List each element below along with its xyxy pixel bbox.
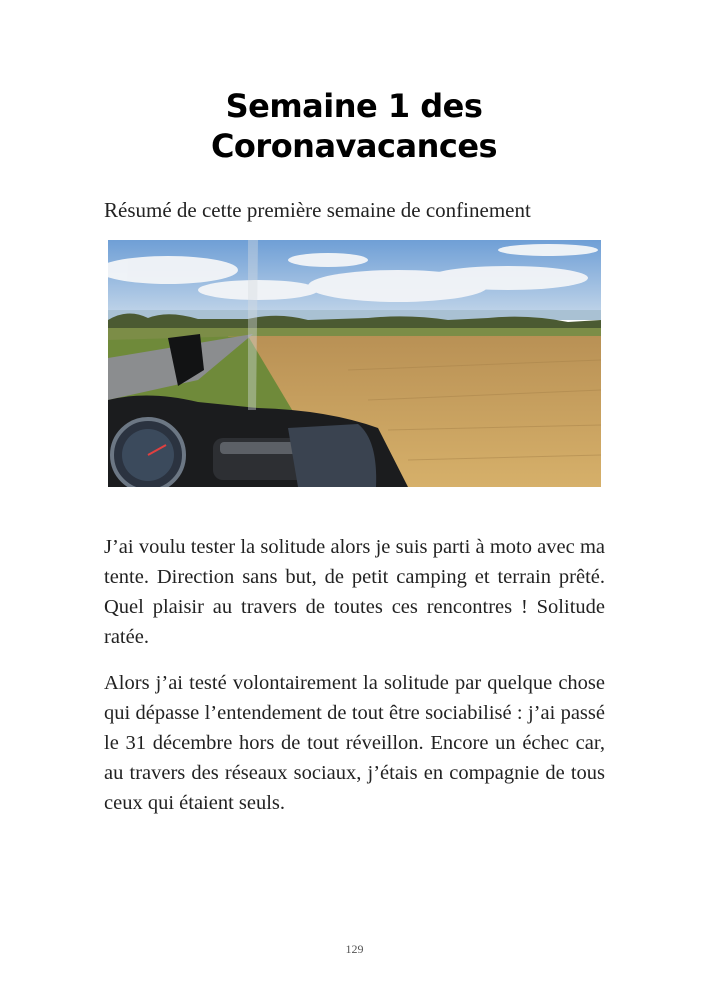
page-number: 129 xyxy=(345,942,364,956)
chapter-subtitle: Résumé de cette première semaine de confinement xyxy=(104,198,531,222)
chapter-title-line-1: Semaine 1 des xyxy=(225,87,483,125)
body-text xyxy=(104,532,605,834)
paragraph-1: J’ai voulu tester la solitude alors je suis parti à moto avec ma tente. Direction sans but, de petit camping et terrain prêté. Quel plaisir au travers de toutes ces rencontres ! Solitude ratée. xyxy=(104,536,605,648)
chapter-title-line-2: Coronavacances xyxy=(210,127,498,165)
chapter-title xyxy=(104,86,604,166)
paragraph-2: Alors j’ai testé volontairement la solitude par quelque chose qui dépasse l’entendement de tout être sociabilisé : j’ai passé le 31 décembre hors de tout réveillon. Encore un échec car, au travers des réseaux sociaux, j’étais en compagnie de tous ceux qui étaient seuls. xyxy=(104,672,605,814)
landscape-photo xyxy=(108,240,601,487)
